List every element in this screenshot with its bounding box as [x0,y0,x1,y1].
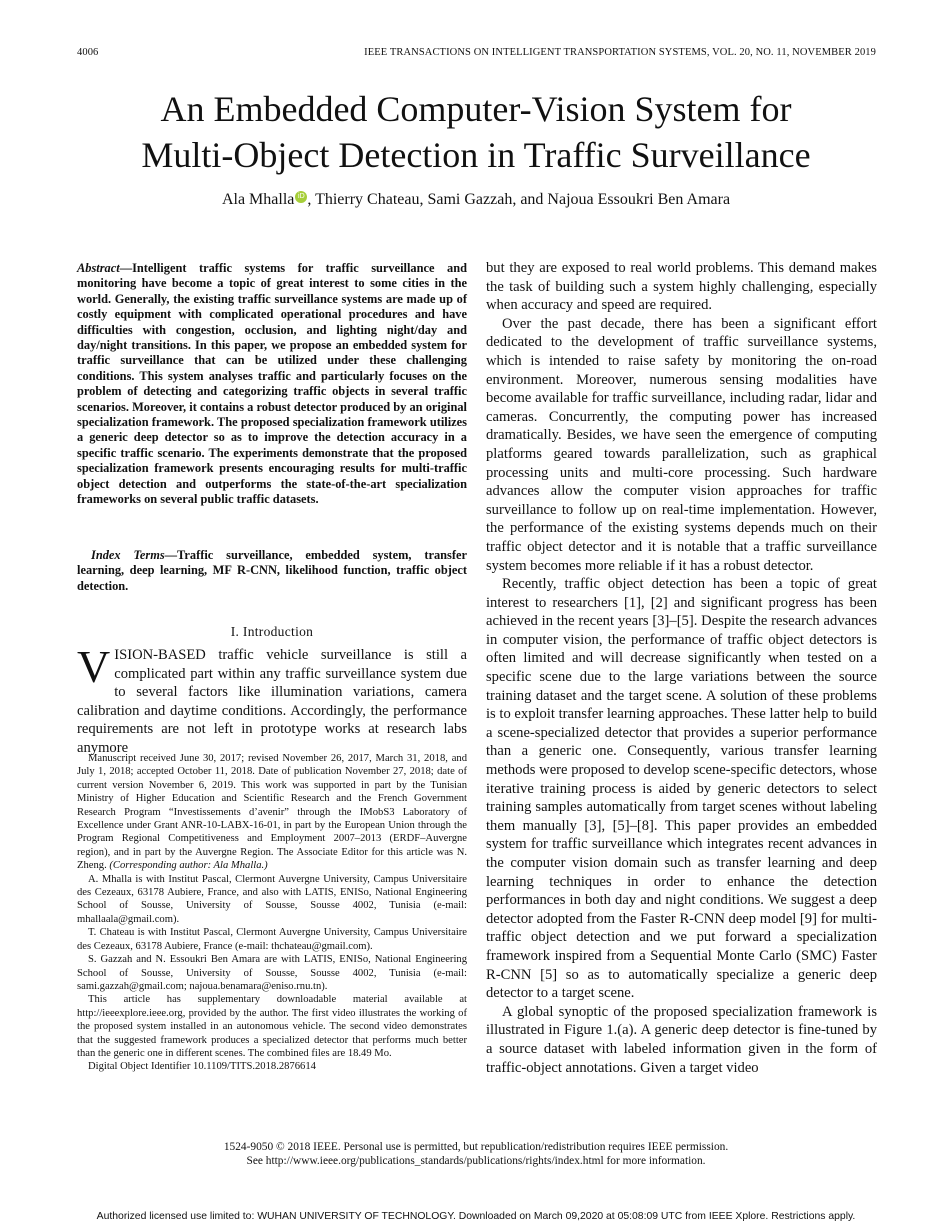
page-number: 4006 [77,47,99,58]
intro-lead: ISION-BASED [114,647,206,663]
abstract-text: Intelligent traffic systems for traffic surveillance and monitoring have become a topic of great interest to some cities in the world. Generally, the existing traffic surveillance systems are made up of costly equipment with complicated operational procedures and have difficulties with congestion, occlusion, and lighting night/day and day/night transitions. In this paper, we propose an embedded system for traffic surveillance that can be utilized under these challenging conditions. This system analyses traffic and particularly focuses on the problem of detecting and categorizing traffic objects in several traffic scenarios. Moreover, it contains a robust detector produced by an original specialization framework. The proposed specialization framework utilizes a generic deep detector so as to improve the detection accuracy in a specific traffic scenario. The experiments demonstrate that the proposed specialization framework presents encouraging results for multi-traffic object detection and outperforms the state-of-the-art specialization frameworks on several public traffic datasets. [77,261,467,507]
copyright-line-1: 1524-9050 © 2018 IEEE. Personal use is permitted, but republication/redistribution requires IEEE permission. [223,1141,729,1153]
first-author: Ala Mhalla [221,191,295,208]
footnote-manuscript-text: Manuscript received June 30, 2017; revised November 26, 2017, March 31, 2018, and July 1, 2018; accepted October 11, 2018. Date of publication November 27, 2018; date of current version November 6, 2019. This work was supported in part by the Tunisian Ministry of Higher Education and Scientific Research and the French Government Research Program “Investissements d’avenir” through the IMobS3 Laboratory of Excellence under Grant ANR-10-LABX-16-01, in part by the European Union through the Program Regional Competitiveness and Employment 2007–2013 (ERDF–Auvergne region), and in part by the Auvergne Region. The Associate Editor for this article was N. Zheng. [77,753,467,872]
footnote-supplementary: This article has supplementary downloadable material available at http://ieeexplore.ieee.org, provided by the author. The first video illustrates the working of the proposed system installed in an autonomous vehicle. The second video demonstrates that the suggested framework produces a specialized detector that performs much better than the generic one in different scenes. The combined files are 18.49 Mo. [77,994,467,1059]
author-list [60,191,892,209]
introduction-paragraph [77,641,467,758]
copyright-notice [60,1140,892,1169]
title-line-1: An Embedded Computer-Vision System for [160,89,792,129]
other-authors: , Thierry Chateau, Sami Gazzah, and Najoua Essoukri Ben Amara [307,191,731,208]
drop-cap: V [77,641,111,692]
footnote-affiliation-3: S. Gazzah and N. Essoukri Ben Amara are with LATIS, ENISo, National Engineering School of Sousse, University of Sousse, Sousse 4002, Tunisia (e-mail: sami.gazzah@gmail.com; najoua.benamara@eniso.rnu.tn). [77,954,467,992]
abstract-label: Abstract [77,261,120,275]
copyright-line-2: See http://www.ieee.org/publications_standards/publications/rights/index.html for more information. [246,1155,706,1168]
corresponding-author: (Corresponding author: Ala Mhalla.) [109,860,268,872]
orcid-icon[interactable]: iD [295,191,307,203]
right-column-body [486,259,877,1077]
index-terms-text: Traffic surveillance, embedded system, transfer learning, deep learning, MF R-CNN, likelihood function, traffic object detection. [77,548,467,593]
index-terms [77,548,467,594]
index-terms-label: Index Terms [91,548,165,562]
body-paragraph: Recently, traffic object detection has been a topic of great interest to researchers [1], [2] and significant progress has been achieved in the recent years [3]–[5]. Despite the research advances in computer vision, the performance of traffic object detectors is often limited and will decrease significantly when tested on a specific scene due to the large variations between the source training dataset and the target scene. A solution of these problems is to exploit transfer learning approaches. These latter help to build a scene-specialized detector that provides a superior performance than a generic one. Consequently, various transfer learning methods were proposed to develop scene-specific detectors, whose iterative training process is aided by generic detectors to select training samples automatically from target scenes without labeling them manually [3], [5]–[8]. This paper provides an embedded system for traffic surveillance which integrates recent advances in the computer vision domain such as transfer learning and deep learning techniques in order to enhance the detection performances in both day and night conditions. We suggest a deep detector adopted from the Faster R-CNN deep model [9] for multi-traffic object detection and we put forward a specialization framework inspired from a Sequential Monte Carlo (SMC) Faster R-CNN [5] so as to automatically specialize a generic deep detector to a target scene. [486,576,877,1002]
journal-header: IEEE TRANSACTIONS ON INTELLIGENT TRANSPORTATION SYSTEMS, VOL. 20, NO. 11, NOVEMBER 2019 [364,47,876,58]
section-title: I. Introduction [230,624,314,639]
intro-text: traffic vehicle surveillance is still a complicated part within any traffic surveillance system due to several factors like illumination variations, camera calibration and daytime conditions. Accordingly, the performance requirements are not left in prototype works at research labs anymore [77,647,467,756]
body-paragraph: Over the past decade, there has been a significant effort dedicated to the development of traffic surveillance systems, which is intended to raise safety by monitoring the on-road environment. Moreover, numerous sensing modalities have become available for traffic surveillance, including radar, lidar and cameras. Concurrently, the computing power has increased dramatically. Besides, we have seen the emergence of computing platforms geared towards parallelization, such as graphical processing units and multi-core processing. Such hardware advances allow the computer vision approaches for traffic surveillance to follow up on real-time implementation. However, the performance of the existing systems depends much on their traffic object detector and it is notable that a traffic surveillance system becomes more reliable if it has a robust detector. [486,315,877,574]
footnote-manuscript [77,752,467,873]
footnote-doi: Digital Object Identifier 10.1109/TITS.2018.2876614 [88,1061,316,1073]
index-terms-dash: — [164,548,178,562]
footnote-affiliation-2: T. Chateau is with Institut Pascal, Clermont Auvergne University, Campus Universitaire des Cezeaux, 63178 Aubiere, France (e-mail: thchateau@gmail.com). [77,927,467,952]
authorized-use-banner: Authorized licensed use limited to: WUHAN UNIVERSITY OF TECHNOLOGY. Downloaded on March 09,2020 at 05:08:09 UTC from IEEE Xplore. Restrictions apply. [96,1211,856,1222]
footnote-affiliation-1: A. Mhalla is with Institut Pascal, Clermont Auvergne University, Campus Universitaire des Cezeaux, 63178 Aubiere, France, and also with LATIS, ENISo, National Engineering School of Sousse, University of Sousse, Sousse 4002, Tunisia (e-mail: mhallaala@gmail.com). [77,873,467,925]
abstract [77,261,467,508]
footnotes [77,752,467,1074]
title-line-2: Multi-Object Detection in Traffic Surveillance [141,135,811,175]
abstract-dash: — [119,261,133,275]
body-paragraph: A global synoptic of the proposed specialization framework is illustrated in Figure 1.(a). A generic deep detector is fine-tuned by a source dataset with labeled information given in the form of traffic-object annotations. Given a target video [486,1003,877,1076]
paper-title [60,86,892,178]
body-paragraph: but they are exposed to real world problems. This demand makes the task of building such a system highly challenging, especially when accuracy and speed are required. [486,260,877,314]
